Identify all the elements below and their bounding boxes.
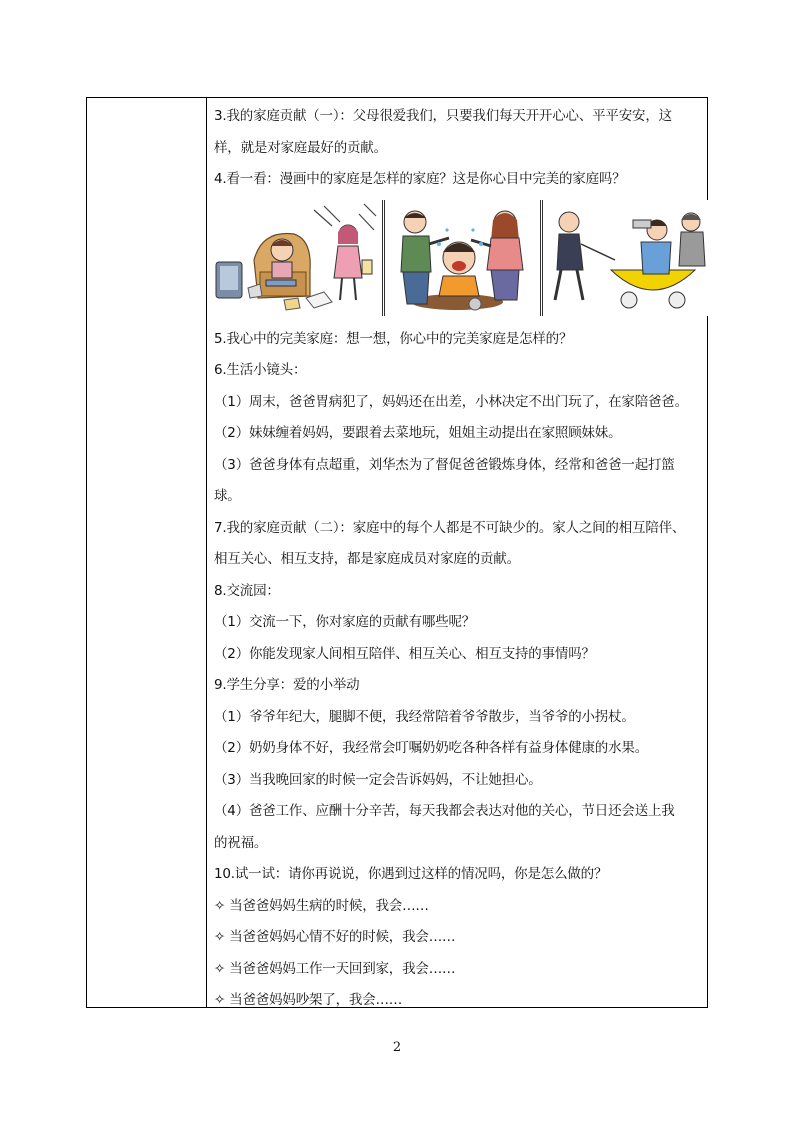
comic-illustration (214, 200, 382, 316)
text-line: 8.交流园： (214, 582, 280, 599)
panel-divider (540, 200, 543, 316)
text-line: （1）交流一下，你对家庭的贡献有哪些呢？ (214, 614, 476, 630)
comic-illustration (387, 200, 539, 316)
text-line: 3.我的家庭贡献（一）：父母很爱我们，只要我们每天开开心心、平平安安，这 (214, 108, 672, 124)
bullet-line: ✧ 当爸爸妈妈工作一天回到家，我会…… (214, 960, 456, 977)
text-line: 4.看一看：漫画中的家庭是怎样的家庭？这是你心目中完美的家庭吗？ (214, 171, 626, 187)
table-content-cell (214, 101, 702, 1017)
text-line: 相互关心、相互支持，都是家庭成员对家庭的贡献。 (214, 551, 520, 567)
bullet-line: ✧ 当爸爸妈妈心情不好的时候，我会…… (214, 929, 456, 945)
page-number: 2 (392, 1040, 402, 1055)
text-line: （2）你能发现家人间相互陪伴、相互关心、相互支持的事情吗？ (214, 645, 595, 662)
text-line: 球。 (214, 488, 241, 504)
text-line: （4）爸爸工作、应酬十分辛苦，每天我都会表达对他的关心，节日还会送上我 (214, 803, 675, 819)
panel-divider (382, 200, 385, 316)
text-line: 9.学生分享：爱的小举动 (214, 677, 360, 693)
text-line: 样，就是对家庭最好的贡献。 (214, 139, 387, 156)
text-line: （3）当我晚回家的时候一定会告诉妈妈，不让她担心。 (214, 771, 542, 788)
text-line: （1）周末，爸爸胃病犯了，妈妈还在出差，小林决定不出门玩了，在家陪爸爸。 (214, 393, 688, 410)
comic-illustration (545, 200, 708, 316)
text-line: （1）爷爷年纪大，腿脚不便，我经常陪着爷爷散步，当爷爷的小拐杖。 (214, 708, 635, 725)
text-line: （3）爸爸身体有点超重，刘华杰为了督促爸爸锻炼身体，经常和爸爸一起打篮 (214, 456, 675, 473)
text-line: 5.我心中的完美家庭：想一想，你心中的完美家庭是怎样的？ (214, 330, 573, 347)
comic-panel-grandparent-cart (545, 200, 708, 316)
table-left-column (87, 98, 207, 1007)
lesson-table (86, 97, 708, 1008)
comic-panel-arguing-parents (387, 200, 539, 316)
bullet-line: ✧ 当爸爸妈妈生病的时候，我会…… (214, 897, 429, 914)
text-line: （2）奶奶身体不好，我经常会叮嘱奶奶吃各种各样有益身体健康的水果。 (214, 740, 648, 756)
bullet-line: ✧ 当爸爸妈妈吵架了，我会…… (214, 992, 403, 1008)
text-line: 6.生活小镜头： (214, 362, 307, 378)
text-line: （2）妹妹缠着妈妈，要跟着去菜地玩，姐姐主动提出在家照顾妹妹。 (214, 425, 622, 441)
text-line: 7.我的家庭贡献（二）：家庭中的每个人都是不可缺少的。家人之间的相互陪伴、 (214, 519, 686, 536)
comic-panel-lazy-child (214, 200, 382, 316)
comic-strip (214, 200, 702, 322)
text-line: 10.试一试：请你再说说，你遇到过这样的情况吗，你是怎么做的？ (214, 866, 608, 882)
text-line: 的祝福。 (214, 834, 268, 851)
